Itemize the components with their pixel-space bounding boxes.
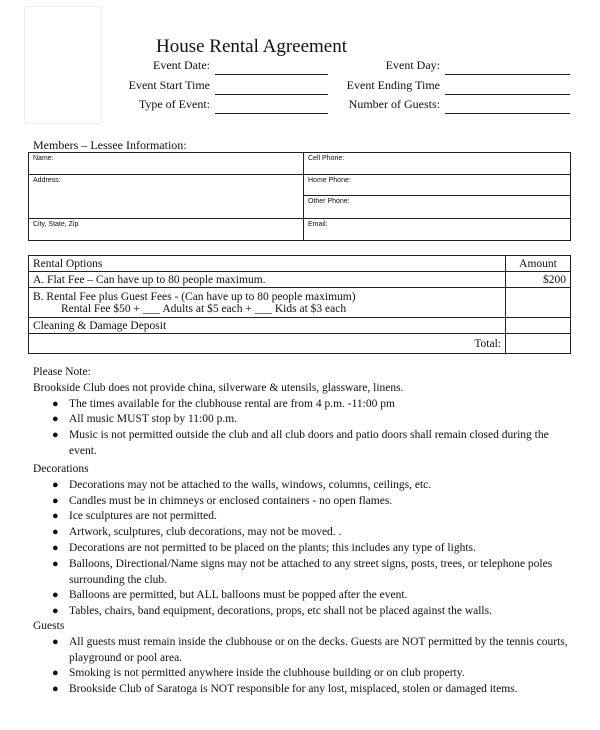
home-phone-cell[interactable]: [304, 175, 570, 196]
bullet-icon: ●: [52, 397, 59, 410]
number-of-guests-line[interactable]: [445, 113, 570, 114]
bullet-icon: ●: [52, 478, 59, 491]
list-item: ● Artwork, sculptures, club decorations, may not be moved. .: [69, 525, 573, 541]
decorations-list: [33, 478, 573, 620]
list-item: ● Decorations are not permitted to be placed on the plants; this includes any type of lights.: [69, 541, 573, 557]
event-start-time-label: Event Start Time: [128, 78, 210, 92]
bullet-icon: ●: [52, 589, 59, 602]
name-label: Name:: [33, 155, 54, 162]
rental-options-heading-cell: [29, 256, 506, 272]
bullet-icon: ●: [52, 413, 59, 426]
event-ending-time-line[interactable]: [445, 94, 570, 95]
flat-fee-cell: [29, 272, 506, 288]
city-state-zip-cell[interactable]: [29, 219, 304, 241]
guests-heading: Guests: [33, 620, 65, 632]
list-item: ● Balloons are permitted, but ALL balloons must be popped after the event.: [69, 588, 573, 604]
guests-section: [33, 619, 573, 698]
please-note-heading: Please Note:: [33, 366, 91, 378]
address-cell[interactable]: [29, 175, 304, 219]
bullet-icon: ●: [52, 541, 59, 554]
list-item: ● Balloons, Directional/Name signs may not be attached to any street signs, posts, trees, or telephone poles surrounding the club.: [52, 557, 553, 586]
cell-phone-cell[interactable]: [304, 153, 571, 175]
guest-fee-amount-cell[interactable]: [506, 288, 571, 318]
guest-fee-cell: [29, 288, 506, 318]
list-item: ● All guests must remain inside the clubhouse or on the decks. Guests are NOT permitted by the tennis courts, playground or pool area.: [52, 635, 568, 664]
total-label-cell: [29, 334, 506, 354]
guest-fee-line1: B. Rental Fee plus Guest Fees - (Can have up to 80 people maximum): [33, 290, 356, 303]
document-title: House Rental Agreement: [156, 36, 348, 57]
list-item: ● The times available for the clubhouse rental are from 4 p.m. -11:00 pm: [69, 397, 573, 413]
cell-phone-label: Cell Phone:: [308, 155, 345, 162]
amount-header-cell: [506, 256, 571, 272]
list-item: ● Music is not permitted outside the club and all club doors and patio doors shall remain closed during the event.: [52, 429, 549, 457]
decorations-heading: Decorations: [33, 463, 89, 475]
list-item: ● Candles must be in chimneys or enclosed containers - no open flames.: [69, 494, 573, 510]
list-item: ● Brookside Club of Saratoga is NOT responsible for any lost, misplaced, stolen or damaged items.: [69, 682, 573, 698]
cleaning-deposit-label: Cleaning & Damage Deposit: [33, 319, 167, 332]
total-label: Total:: [474, 337, 501, 350]
bullet-icon: ●: [52, 510, 59, 523]
decorations-section: [33, 462, 573, 620]
email-cell[interactable]: [304, 219, 571, 241]
bullet-icon: ●: [52, 667, 59, 680]
phone-group-cell: [304, 175, 571, 219]
email-label: Email:: [308, 221, 328, 228]
event-date-label: Event Date:: [153, 58, 210, 72]
type-of-event-line[interactable]: [215, 113, 328, 114]
event-start-time-line[interactable]: [215, 94, 328, 95]
rental-options-table: [28, 255, 571, 354]
bullet-icon: ●: [52, 557, 59, 570]
flat-fee-amount-cell[interactable]: [506, 272, 571, 288]
total-amount-cell[interactable]: [506, 334, 571, 354]
flat-fee-label: A. Flat Fee – Can have up to 80 people maximum.: [33, 273, 266, 286]
bullet-icon: ●: [52, 683, 59, 696]
event-ending-time-label: Event Ending Time: [346, 78, 440, 92]
list-item: ● Smoking is not permitted anywhere inside the clubhouse building or on club property.: [69, 666, 573, 682]
event-date-line[interactable]: [215, 74, 328, 75]
other-phone-label: Other Phone:: [308, 198, 350, 205]
number-of-guests-label: Number of Guests:: [348, 97, 440, 111]
please-note-intro: Brookside Club does not provide china, silverware & utensils, glassware, linens.: [33, 381, 404, 394]
guest-fee-line2: Rental Fee $50 + ___ Adults at $5 each + ___ Kids at $3 each: [61, 302, 347, 315]
please-note-section: [33, 365, 573, 460]
amount-header: Amount: [519, 257, 557, 270]
type-of-event-label: Type of Event:: [138, 97, 210, 111]
bullet-icon: ●: [52, 494, 59, 507]
rental-options-heading: Rental Options: [33, 257, 103, 270]
logo-placeholder-box: [24, 6, 102, 124]
list-item: ● Ice sculptures are not permitted.: [69, 509, 573, 525]
bullet-icon: ●: [52, 635, 59, 648]
members-table: [28, 152, 571, 241]
cleaning-deposit-cell: [29, 318, 506, 334]
bullet-icon: ●: [52, 605, 59, 618]
members-heading: Members – Lessee Information:: [33, 138, 187, 152]
event-day-line[interactable]: [445, 74, 570, 75]
address-label: Address:: [33, 177, 61, 184]
list-item: ● All music MUST stop by 11:00 p.m.: [69, 412, 573, 428]
other-phone-cell[interactable]: [304, 196, 570, 218]
please-note-list: [33, 397, 573, 460]
flat-fee-amount: $200: [543, 273, 566, 286]
name-cell[interactable]: [29, 153, 304, 175]
list-item: ● Decorations may not be attached to the walls, windows, columns, ceilings, etc.: [69, 478, 573, 494]
cleaning-deposit-amount-cell[interactable]: [506, 318, 571, 334]
event-day-label: Event Day:: [385, 58, 440, 72]
list-item: ● Tables, chairs, band equipment, decorations, props, etc shall not be placed against the walls.: [69, 604, 573, 620]
bullet-icon: ●: [52, 429, 59, 442]
city-state-zip-label: City, State, Zip: [33, 221, 79, 228]
home-phone-label: Home Phone:: [308, 177, 351, 184]
guests-list: [33, 635, 573, 698]
bullet-icon: ●: [52, 526, 59, 539]
